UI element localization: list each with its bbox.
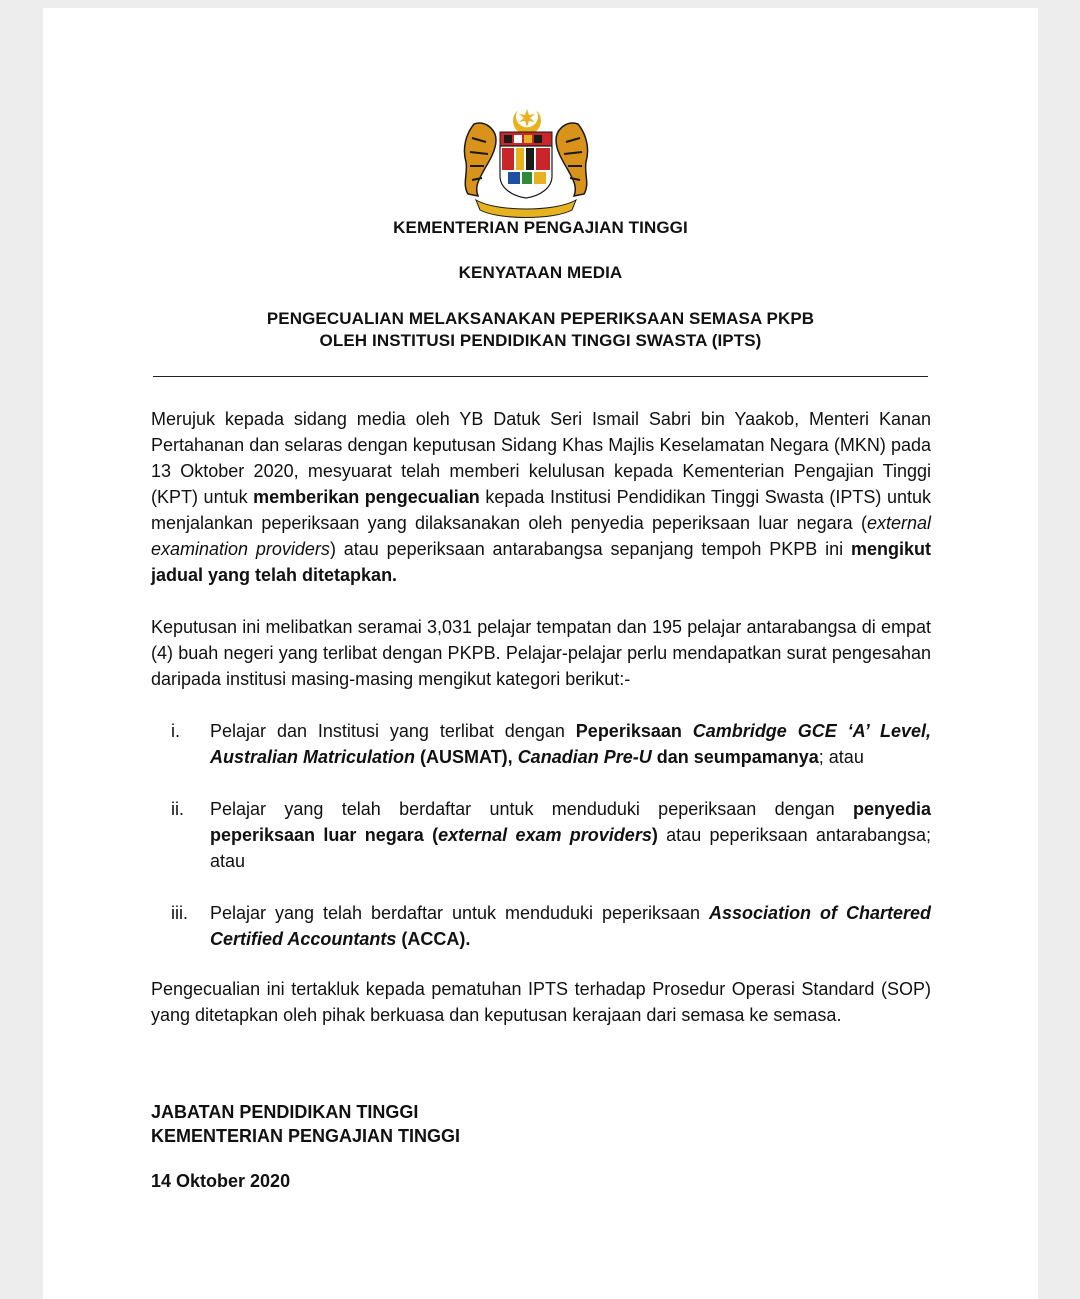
paragraph-1-emphasis-1: memberikan pengecualian [253, 487, 480, 507]
list-item-number: i. [171, 721, 180, 741]
list-item-text-bold-italic: Cambridge GCE ‘A’ Level, Australian Matriculation [210, 721, 931, 767]
signature-date: 14 Oktober 2020 [151, 1171, 291, 1191]
title-line-2: OLEH INSTITUSI PENDIDIKAN TINGGI SWASTA (IPTS) [319, 331, 762, 350]
document-page [43, 8, 1038, 1299]
list-item-text-plain: Pelajar dan Institusi yang terlibat dengan [210, 721, 576, 741]
document-type-heading: KENYATAAN MEDIA [458, 263, 623, 282]
paragraph-1-italic: external examination providers [151, 513, 931, 559]
paragraph-1-text-e: ) atau peperiksaan antarabangsa sepanjang tempoh PKPB ini [329, 539, 851, 559]
signature-department: JABATAN PENDIDIKAN TINGGI [151, 1102, 419, 1122]
list-item-text-plain: Pelajar yang telah berdaftar untuk menduduki peperiksaan [210, 903, 710, 923]
list-item-text-plain: Pelajar yang telah berdaftar untuk menduduki peperiksaan dengan [210, 799, 853, 819]
list-item-text-bold: dan seumpamanya [651, 747, 819, 767]
paragraph-1-text-c: kepada Institusi Pendidikan Tinggi Swasta (IPTS) untuk menjalankan peperiksaan yang dilaksanakan oleh penyedia peperiksaan luar negara ( [151, 487, 931, 533]
paragraph-1-emphasis-2: mengikut jadual yang telah ditetapkan. [151, 539, 932, 585]
list-item-text-bold-italic: Association of Chartered Certified Accountants [210, 903, 931, 949]
list-item-number: ii. [171, 799, 184, 819]
signature-ministry: KEMENTERIAN PENGAJIAN TINGGI [151, 1126, 461, 1146]
list-item-text-bold-italic: Canadian Pre-U [517, 747, 652, 767]
malaysia-coat-of-arms-icon [456, 104, 596, 222]
list-item-text-bold: penyedia peperiksaan luar negara ( [210, 799, 931, 845]
list-item-text-plain: atau peperiksaan antarabangsa; atau [210, 825, 932, 871]
title-divider [153, 376, 928, 377]
paragraph-2: Keputusan ini melibatkan seramai 3,031 pelajar tempatan dan 195 pelajar antarabangsa di empat (4) buah negeri yang terlibat dengan PKPB. Pelajar-pelajar perlu mendapatkan surat pengesahan daripada institusi masing-masing mengikut kategori berikut:- [151, 617, 931, 689]
list-item-text-bold: ) [651, 825, 658, 845]
list-item-text-bold: (AUSMAT), [415, 747, 518, 767]
list-item-text-bold: (ACCA). [396, 929, 471, 949]
paragraph-1 [151, 406, 931, 588]
list-item-number: iii. [171, 903, 188, 923]
paragraph-3: Pengecualian ini tertakluk kepada pematuhan IPTS terhadap Prosedur Operasi Standard (SOP) yang ditetapkan oleh pihak berkuasa dan keputusan kerajaan dari semasa ke semasa. [151, 979, 931, 1025]
list-item-text [210, 796, 931, 874]
ministry-heading: KEMENTERIAN PENGAJIAN TINGGI [393, 218, 688, 237]
list-item-text-plain: ; atau [818, 747, 864, 767]
list-item-text-bold-italic: external exam providers [438, 825, 652, 845]
list-item-text [210, 900, 931, 952]
list-item-text-bold: Peperiksaan [575, 721, 693, 741]
list-item-text [210, 718, 931, 770]
title-line-1: PENGECUALIAN MELAKSANAKAN PEPERIKSAAN SEMASA PKPB [266, 309, 815, 328]
paragraph-1-text-a: Merujuk kepada sidang media oleh YB Datuk Seri Ismail Sabri bin Yaakob, Menteri Kanan Pertahanan dan selaras dengan keputusan Sidang Khas Majlis Keselamatan Negara (MKN) pada 13 Oktober 2020, mesyuarat telah memberi kelulusan kepada Kementerian Pengajian Tinggi (KPT) untuk [151, 409, 931, 507]
